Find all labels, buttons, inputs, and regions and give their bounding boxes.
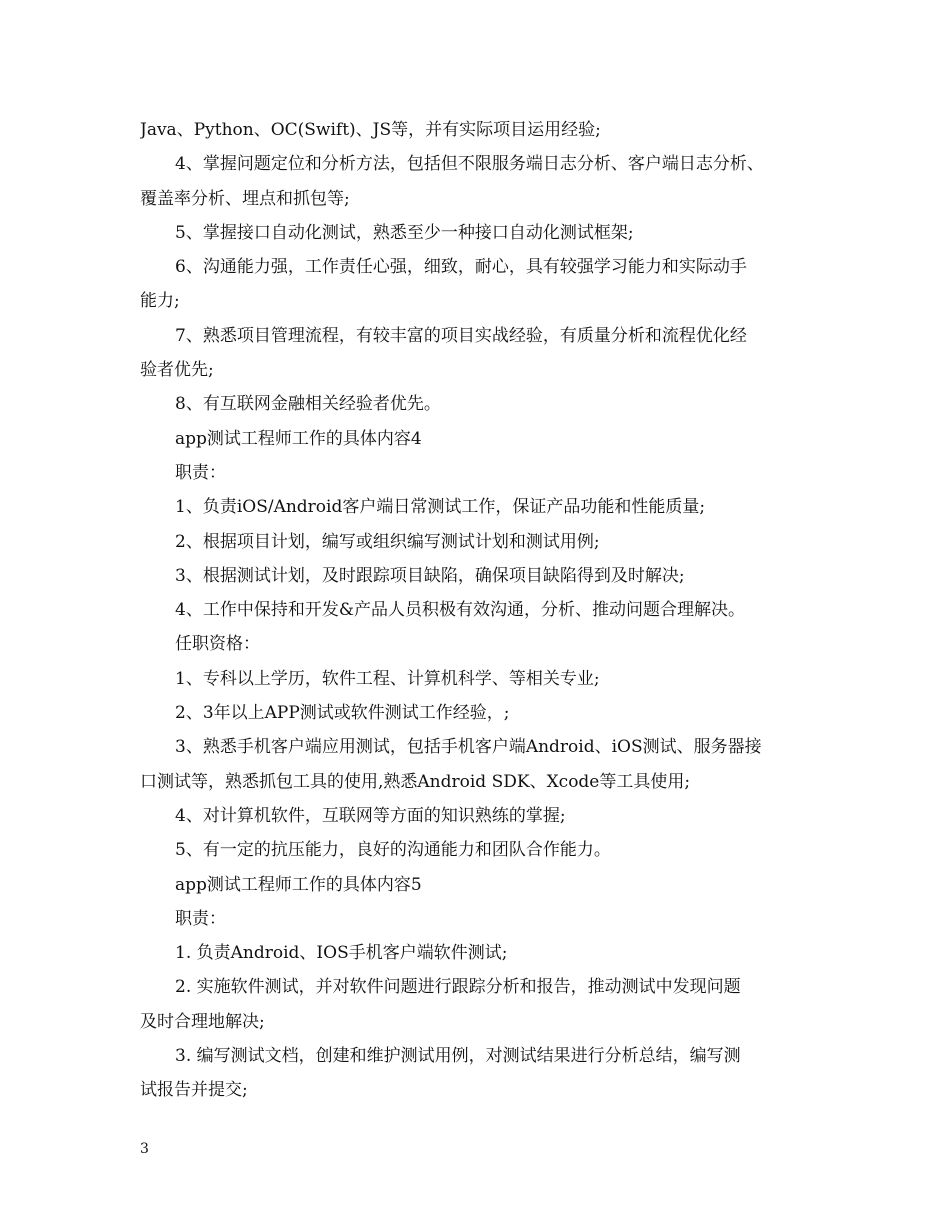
text-line: 3、熟悉手机客户端应用测试，包括手机客户端Android、iOS测试、服务器接 (175, 737, 762, 758)
text-line: 3、根据测试计划，及时跟踪项目缺陷，确保项目缺陷得到及时解决; (175, 565, 685, 586)
text-line: 能力; (140, 291, 180, 312)
text-line: 任职资格： (175, 634, 260, 655)
text-line: 4、工作中保持和开发&产品人员积极有效沟通，分析、推动问题合理解决。 (175, 600, 745, 621)
page-number: 3 (140, 1141, 149, 1157)
text-line: 8、有互联网金融相关经验者优先。 (175, 394, 441, 415)
text-line: 验者优先; (140, 360, 214, 381)
text-line: 1、专科以上学历，软件工程、计算机科学、等相关专业; (175, 668, 600, 689)
text-line: app测试工程师工作的具体内容4 (175, 428, 422, 449)
text-line: Java、Python、OC(Swift)、JS等，并有实际项目运用经验; (140, 120, 601, 140)
text-line: 5、有一定的抗压能力，良好的沟通能力和团队合作能力。 (175, 840, 611, 861)
text-line: 口测试等，熟悉抓包工具的使用,熟悉Android SDK、Xcode等工具使用; (140, 771, 691, 792)
text-line: 5、掌握接口自动化测试，熟悉至少一种接口自动化测试框架; (175, 222, 634, 243)
text-line: 4、掌握问题定位和分析方法，包括但不限服务端日志分析、客户端日志分析、 (175, 154, 764, 175)
text-line: 及时合理地解决; (140, 1011, 265, 1032)
text-line: app测试工程师工作的具体内容5 (175, 874, 422, 895)
text-line: 1. 负责Android、IOS手机客户端软件测试; (175, 943, 508, 964)
text-line: 4、对计算机软件，互联网等方面的知识熟练的掌握; (175, 805, 566, 826)
text-line: 职责： (175, 462, 226, 483)
text-line: 3. 编写测试文档，创建和维护测试用例，对测试结果进行分析总结，编写测 (175, 1046, 741, 1067)
text-line: 试报告并提交; (140, 1080, 248, 1101)
text-line: 7、熟悉项目管理流程，有较丰富的项目实战经验，有质量分析和流程优化经 (175, 325, 747, 346)
text-line: 2、3年以上APP测试或软件测试工作经验，; (175, 703, 510, 724)
text-line: 2. 实施软件测试，并对软件问题进行跟踪分析和报告，推动测试中发现问题 (175, 977, 741, 998)
text-line: 6、沟通能力强，工作责任心强，细致，耐心，具有较强学习能力和实际动手 (175, 257, 747, 278)
text-line: 职责： (175, 908, 226, 929)
text-line: 1、负责iOS/Android客户端日常测试工作，保证产品功能和性能质量; (175, 497, 706, 518)
text-line: 覆盖率分析、埋点和抓包等; (140, 188, 350, 209)
text-line: 2、根据项目计划，编写或组织编写测试计划和测试用例; (175, 531, 600, 552)
document-body (140, 113, 830, 1108)
